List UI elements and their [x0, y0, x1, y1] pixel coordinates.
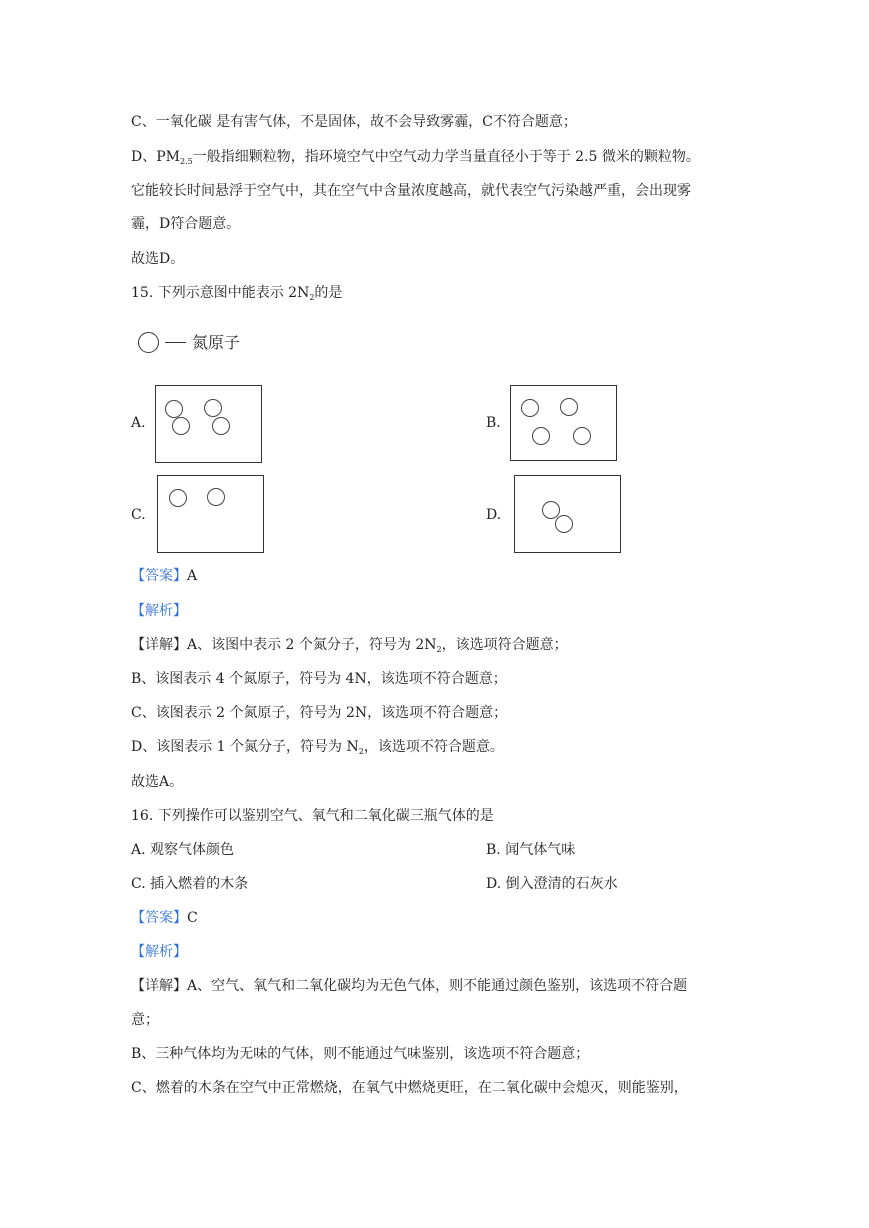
- pm-text: D、PM: [131, 149, 180, 165]
- q16-answer: [131, 909, 198, 927]
- q15-stem-end: 的是: [314, 285, 343, 301]
- q15-option-c-label: C.: [131, 507, 146, 523]
- q15-stem-text: 15. 下列示意图中能表示 2N: [131, 285, 310, 301]
- pm-subscript: 2.5: [179, 157, 193, 166]
- q14-exp-d-line2: 它能较长时间悬浮于空气中，其在空气中含量浓度越高，就代表空气污染越严重，会出现雾: [131, 183, 691, 199]
- q16-exp-b: B、三种气体均为无味的气体，则不能通过气味鉴别，该选项不符合题意；: [131, 1046, 590, 1062]
- nitrogen-atom-icon: [169, 489, 187, 507]
- q14-exp-c: C、一氧化碳 是有害气体，不是固体，故不会导致雾霾，C不符合题意；: [131, 114, 577, 130]
- q16-option-a: A. 观察气体颜色: [131, 842, 235, 858]
- q15-exp-d-text: D、该图表示 1 个氮分子，符号为 N: [131, 739, 359, 755]
- nitrogen-atom-icon: [212, 417, 230, 435]
- legend-dash: [165, 342, 186, 343]
- q15-exp-d: [131, 738, 504, 761]
- nitrogen-atom-icon: [521, 399, 539, 417]
- answer-value: C: [187, 910, 198, 926]
- q15-exp-a-subscript: 2: [436, 645, 442, 654]
- nitrogen-atom-icon: [172, 417, 190, 435]
- q15-exp-a-end: ，该选项符合题意；: [441, 637, 568, 653]
- q16-option-b: B. 闻气体气味: [486, 842, 576, 858]
- q16-analysis-tag: 【解析】: [131, 944, 187, 960]
- q15-choose: 故选A。: [131, 774, 184, 790]
- q15-option-a-label: A.: [131, 415, 146, 431]
- nitrogen-atom-icon: [573, 427, 591, 445]
- answer-value: A: [187, 568, 198, 584]
- q15-exp-b: B、该图表示 4 个氮原子，符号为 4N，该选项不符合题意；: [131, 671, 507, 687]
- legend-label: 氮原子: [192, 333, 241, 352]
- q15-option-b-label: B.: [486, 415, 501, 431]
- q15-exp-d-end: ，该选项不符合题意。: [363, 739, 504, 755]
- q15-option-c-diagram: [157, 475, 264, 553]
- q16-exp-a-line1: [131, 977, 687, 995]
- q16-option-c: C. 插入燃着的木条: [131, 876, 249, 892]
- q16-exp-c: C、燃着的木条在空气中正常燃烧，在氧气中燃烧更旺，在二氧化碳中会熄灭，则能鉴别，: [131, 1080, 688, 1096]
- q16-option-d: D. 倒入澄清的石灰水: [486, 876, 618, 892]
- nitrogen-atom-icon: [532, 427, 550, 445]
- q15-option-d-label: D.: [486, 507, 502, 523]
- nitrogen-atom-icon: [204, 399, 222, 417]
- q15-subscript: 2: [309, 293, 315, 302]
- d-line1-rest: 一般指细颗粒物，指环境空气中空气动力学当量直径小于等于 2.5 微米的颗粒物。: [192, 149, 700, 165]
- detail-tag: 【详解】: [131, 637, 187, 653]
- q16-exp-a-text: A、空气、氧气和二氧化碳均为无色气体，则不能通过颜色鉴别，该选项不符合题: [187, 978, 688, 994]
- nitrogen-atom-icon: [207, 488, 225, 506]
- q15-analysis-tag: 【解析】: [131, 603, 187, 619]
- q14-exp-d-line1: [131, 148, 700, 171]
- detail-tag: 【详解】: [131, 978, 187, 994]
- q16-stem: 16. 下列操作可以鉴别空气、氧气和二氧化碳三瓶气体的是: [131, 808, 494, 824]
- nitrogen-atom-icon: [138, 332, 159, 353]
- answer-tag: 【答案】: [131, 910, 187, 926]
- q15-stem: [131, 284, 342, 307]
- q15-exp-a: [131, 636, 568, 659]
- q15-exp-c: C、该图表示 2 个氮原子，符号为 2N，该选项不符合题意；: [131, 705, 508, 721]
- q16-exp-a-line2: 意；: [131, 1012, 159, 1028]
- nitrogen-atom-icon: [560, 398, 578, 416]
- nitrogen-atom-icon: [165, 400, 183, 418]
- q15-exp-d-subscript: 2: [358, 747, 364, 756]
- q15-option-d-diagram: [514, 475, 621, 553]
- q15-option-b-diagram: [510, 385, 617, 461]
- answer-tag: 【答案】: [131, 568, 187, 584]
- q15-answer: [131, 567, 197, 585]
- nitrogen-atom-icon: [555, 515, 573, 533]
- q14-choose: 故选D。: [131, 251, 185, 267]
- q15-option-a-diagram: [155, 385, 262, 463]
- q14-exp-d-line3: 霾，D符合题意。: [131, 216, 241, 232]
- q15-exp-a-text: A、该图中表示 2 个氮分子，符号为 2N: [187, 637, 437, 653]
